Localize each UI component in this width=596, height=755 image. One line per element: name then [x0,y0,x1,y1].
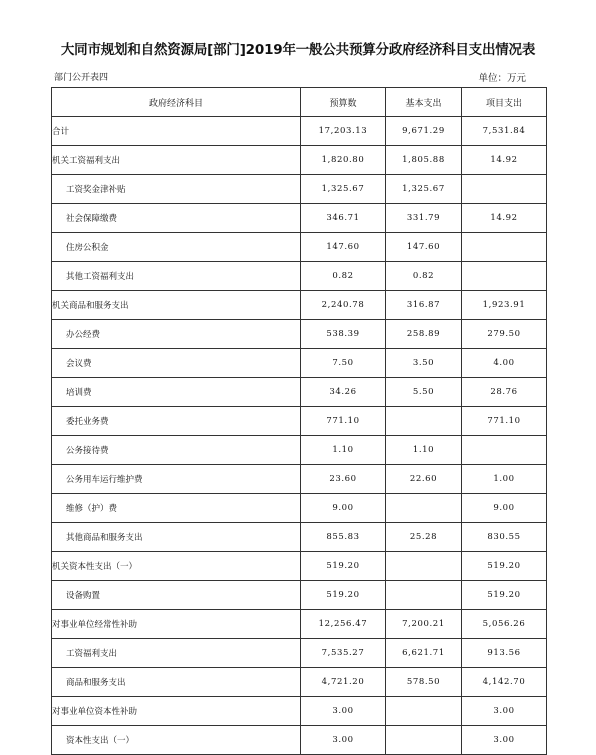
row-basic-value [386,726,462,755]
row-category-name: 机关商品和服务支出 [52,291,301,320]
row-basic-value: 9,671.29 [386,117,462,146]
row-project-value [462,262,547,291]
row-project-value [462,233,547,262]
row-budget-value: 538.39 [301,320,386,349]
row-budget-value: 4,721.20 [301,668,386,697]
row-project-value: 4.00 [462,349,547,378]
row-category-name: 社会保障缴费 [52,204,301,233]
row-budget-value: 1,325.67 [301,175,386,204]
table-row [52,320,547,349]
table-row [52,552,547,581]
table-row [52,175,547,204]
row-category-name: 资本性支出（一） [52,726,301,755]
row-category-name: 其他商品和服务支出 [52,523,301,552]
row-basic-value: 316.87 [386,291,462,320]
row-basic-value: 22.60 [386,465,462,494]
row-category-name: 机关资本性支出（一） [52,552,301,581]
header-budget: 预算数 [301,88,386,117]
table-row [52,581,547,610]
header-project-expenditure: 项目支出 [462,88,547,117]
row-budget-value: 771.10 [301,407,386,436]
table-row [52,233,547,262]
row-budget-value: 0.82 [301,262,386,291]
row-budget-value: 1,820.80 [301,146,386,175]
row-category-name: 工资福利支出 [52,639,301,668]
row-project-value: 519.20 [462,581,547,610]
row-project-value: 9.00 [462,494,547,523]
table-row [52,146,547,175]
budget-table [51,87,547,755]
unit-label: 单位：万元 [478,73,526,84]
table-header-row [52,88,547,117]
table-row [52,436,547,465]
row-project-value [462,436,547,465]
row-basic-value: 578.50 [386,668,462,697]
row-category-name: 委托业务费 [52,407,301,436]
row-project-value: 3.00 [462,726,547,755]
table-id-label: 部门公开表四 [54,73,109,83]
table-row [52,262,547,291]
row-basic-value: 6,621.71 [386,639,462,668]
row-budget-value: 23.60 [301,465,386,494]
row-category-name: 商品和服务支出 [52,668,301,697]
row-project-value: 28.76 [462,378,547,407]
row-budget-value: 855.83 [301,523,386,552]
row-basic-value: 1.10 [386,436,462,465]
row-basic-value: 1,805.88 [386,146,462,175]
row-basic-value [386,581,462,610]
table-body [52,117,547,755]
row-project-value: 771.10 [462,407,547,436]
row-project-value: 4,142.70 [462,668,547,697]
row-budget-value: 3.00 [301,726,386,755]
row-category-name: 会议费 [52,349,301,378]
row-budget-value: 519.20 [301,552,386,581]
row-category-name: 培训费 [52,378,301,407]
row-project-value: 3.00 [462,697,547,726]
row-project-value [462,175,547,204]
row-budget-value: 7.50 [301,349,386,378]
row-project-value: 5,056.26 [462,610,547,639]
row-project-value: 830.55 [462,523,547,552]
row-category-name: 设备购置 [52,581,301,610]
row-basic-value: 1,325.67 [386,175,462,204]
row-category-name: 工资奖金津补贴 [52,175,301,204]
row-category-name: 其他工资福利支出 [52,262,301,291]
row-project-value: 1.00 [462,465,547,494]
row-budget-value: 2,240.78 [301,291,386,320]
row-budget-value: 17,203.13 [301,117,386,146]
table-row [52,407,547,436]
table-row [52,523,547,552]
row-basic-value: 5.50 [386,378,462,407]
table-row [52,610,547,639]
row-category-name: 公务接待费 [52,436,301,465]
row-project-value: 14.92 [462,204,547,233]
row-basic-value [386,697,462,726]
table-row [52,697,547,726]
table-row [52,349,547,378]
row-budget-value: 9.00 [301,494,386,523]
row-budget-value: 1.10 [301,436,386,465]
header-economic-category: 政府经济科目 [52,88,301,117]
row-basic-value: 7,200.21 [386,610,462,639]
table-row [52,204,547,233]
row-basic-value [386,552,462,581]
row-basic-value: 0.82 [386,262,462,291]
row-category-name: 机关工资福利支出 [52,146,301,175]
row-basic-value [386,407,462,436]
table-row [52,726,547,755]
row-budget-value: 519.20 [301,581,386,610]
row-basic-value: 25.28 [386,523,462,552]
row-basic-value: 3.50 [386,349,462,378]
row-category-name: 维修（护）费 [52,494,301,523]
row-project-value: 913.56 [462,639,547,668]
table-row [52,378,547,407]
row-category-name: 对事业单位经常性补助 [52,610,301,639]
row-basic-value [386,494,462,523]
row-budget-value: 12,256.47 [301,610,386,639]
page-title: 大同市规划和自然资源局[部门]2019年一般公共预算分政府经济科目支出情况表 [60,42,536,58]
row-basic-value: 147.60 [386,233,462,262]
table-row [52,465,547,494]
header-basic-expenditure: 基本支出 [386,88,462,117]
row-project-value: 1,923.91 [462,291,547,320]
table-row [52,291,547,320]
row-project-value: 7,531.84 [462,117,547,146]
table-row [52,639,547,668]
row-budget-value: 3.00 [301,697,386,726]
row-basic-value: 258.89 [386,320,462,349]
row-budget-value: 34.26 [301,378,386,407]
row-project-value: 279.50 [462,320,547,349]
row-project-value: 14.92 [462,146,547,175]
row-category-name: 对事业单位资本性补助 [52,697,301,726]
table-row [52,668,547,697]
row-project-value: 519.20 [462,552,547,581]
row-budget-value: 147.60 [301,233,386,262]
row-category-name: 合计 [52,117,301,146]
row-category-name: 公务用车运行维护费 [52,465,301,494]
table-row [52,494,547,523]
row-basic-value: 331.79 [386,204,462,233]
row-budget-value: 346.71 [301,204,386,233]
table-row [52,117,547,146]
row-budget-value: 7,535.27 [301,639,386,668]
row-category-name: 办公经费 [52,320,301,349]
row-category-name: 住房公积金 [52,233,301,262]
